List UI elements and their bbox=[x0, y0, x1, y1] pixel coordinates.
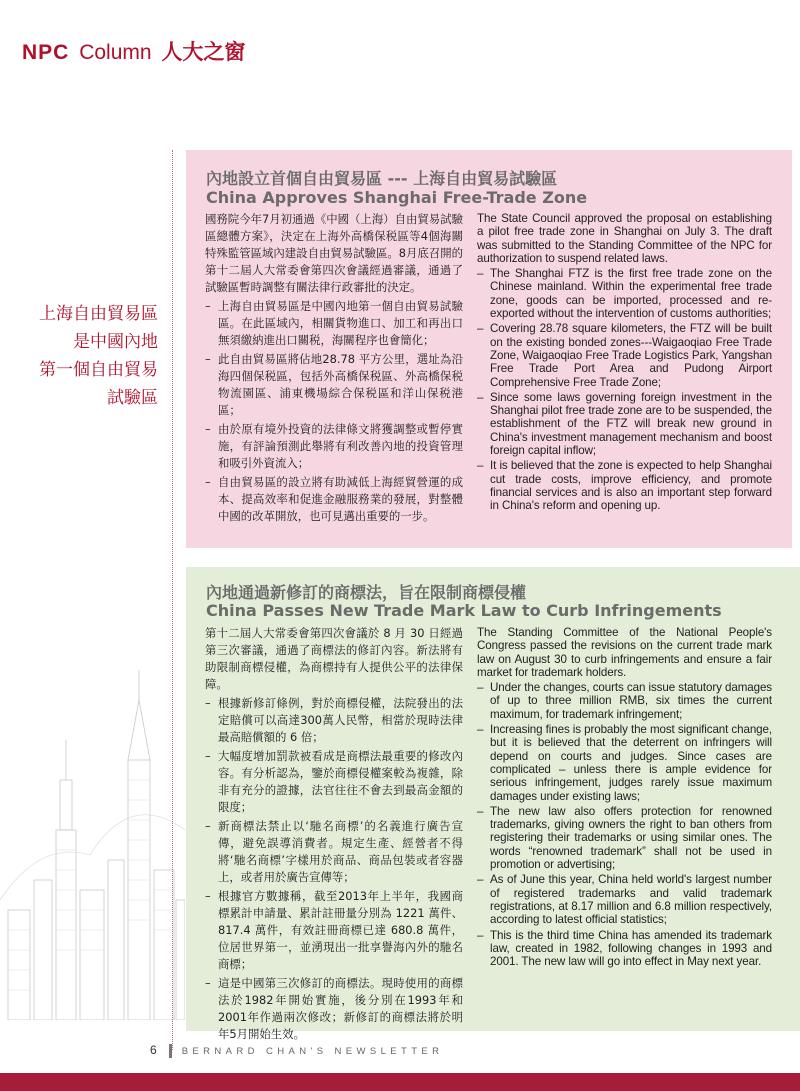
city-skyline-illustration bbox=[0, 640, 185, 1020]
article-body-cn bbox=[205, 211, 463, 525]
body-intro-cn: 第十二屆人大常委會第四次會議於 8 月 30 日經過第三次審議，通過了商標法的修訂內容。新法將有助限制商標侵權，為商標持有人提供公平的法律保障。 bbox=[205, 626, 463, 691]
sidebar-line: 上海自由貿易區 bbox=[39, 304, 158, 324]
list-item: – 根據新修訂條例，對於商標侵權，法院發出的法定賠償可以高達300萬人民幣，相當於現時法律最高賠償額的 6 倍； bbox=[205, 695, 463, 746]
article-body-en bbox=[477, 626, 772, 968]
list-item: – It is believed that the zone is expected to help Shanghai cut trade costs, improve efficiency, and promote financial services and is also an important step forward in China's reform and opening up. bbox=[477, 459, 772, 512]
list-item: – 新商標法禁止以‘馳名商標’的名義進行廣告宣傳，避免誤導消費者。規定生產、經營者不得將‘馳名商標’字樣用於商品、商品包裝或者容器上，或者用於廣告宣傳等； bbox=[205, 818, 463, 886]
list-item: – Since some laws governing foreign investment in the Shanghai pilot free trade zone are to be suspended, the establishment of the FTZ will break new ground in China's investment management mechanism and boost foreign capital inflow; bbox=[477, 391, 772, 457]
list-item: – 大幅度增加罰款被看成是商標法最重要的修改內容。有分析認為，鑒於商標侵權案較為複雜，除非有充分的證據，法官往往不會去到最高金額的限度； bbox=[205, 748, 463, 816]
list-item: – The Shanghai FTZ is the first free trade zone on the Chinese mainland. Within the experimental free trade zone, goods can be imported, processed and re-exported without the intervention of customs authorities; bbox=[477, 267, 772, 320]
list-item: – This is the third time China has amended its trademark law, created in 1982, following changes in 1993 and 2001. The new law will go into effect in May next year. bbox=[477, 929, 772, 969]
page-footer bbox=[150, 1043, 443, 1058]
list-item: – 這是中國第三次修訂的商標法。現時使用的商標法於1982年開始實施，後分別在1993年和2001年作過兩次修改；新修訂的商標法將於明年5月開始生效。 bbox=[205, 975, 463, 1043]
list-item: – 由於原有境外投資的法律條文將獲調整或暫停實施，有評論預測此舉將有利改善內地的投資管理和吸引外資流入； bbox=[205, 421, 463, 472]
header-npc: NPC bbox=[22, 41, 70, 64]
bottom-color-band bbox=[0, 1073, 800, 1091]
article-body-cn bbox=[205, 625, 463, 1043]
body-intro-en: The Standing Committee of the National People's Congress passed the revisions on the current trade mark law on August 30 to curb infringements and ensure a fair market for trademark holders. bbox=[477, 626, 772, 679]
page-number: 6 bbox=[150, 1043, 157, 1057]
article-title-cn: 內地設立首個自由貿易區 --- 上海自由貿易試驗區 bbox=[206, 169, 558, 188]
newsletter-name: BERNARD CHAN'S NEWSLETTER bbox=[181, 1046, 444, 1057]
column-header bbox=[22, 36, 245, 66]
sidebar-pullquote bbox=[30, 300, 158, 412]
header-chinese: 人大之窗 bbox=[161, 41, 246, 64]
article-title-cn: 內地通過新修訂的商標法，旨在限制商標侵權 bbox=[206, 583, 527, 602]
list-item: – 上海自由貿易區是中國內地第一個自由貿易試驗區。在此區域內，相關貨物進口、加工和再出口無須繳納進出口關税，海關程序也會簡化； bbox=[205, 298, 463, 349]
list-item: – 此自由貿易區將佔地28.78 平方公里，選址為沿海四個保税區，包括外高橋保税區、外高橋保税物流園區、浦東機場綜合保税區和洋山保税港區； bbox=[205, 351, 463, 419]
article-body-en bbox=[477, 212, 772, 513]
sidebar-line: 試驗區 bbox=[107, 388, 158, 408]
column-divider bbox=[172, 150, 174, 1050]
article-title-en: China Approves Shanghai Free-Trade Zone bbox=[206, 188, 588, 207]
article-title-en: China Passes New Trade Mark Law to Curb Infringements bbox=[206, 601, 722, 620]
body-intro-en: The State Council approved the proposal on establishing a pilot free trade zone in Shanghai on July 3. The draft was submitted to the Standing Committee of the NPC for authorization to suspend related laws. bbox=[477, 212, 772, 265]
sidebar-line: 是中國內地 bbox=[73, 332, 158, 352]
list-item: – Covering 28.78 square kilometers, the FTZ will be built on the existing bonded zones---Waigaoqiao Free Trade Zone, Waigaoqiao Free Trade Logistics Park, Yangshan Free Trade Port Area and Pudong Airport Comprehensive Free Trade Zone; bbox=[477, 322, 772, 388]
list-item: – Under the changes, courts can issue statutory damages of up to three million RMB, six times the current maximum, for trademark infringement; bbox=[477, 681, 772, 721]
list-item: – 自由貿易區的設立將有助減低上海經貿營運的成本、提高效率和促進金融服務業的發展，對整體中國的改革開放，也可見邁出重要的一步。 bbox=[205, 474, 463, 525]
article-trademark bbox=[186, 567, 800, 1041]
article-ftz bbox=[186, 150, 792, 548]
list-item: – Increasing fines is probably the most significant change, but it is believed that the deterrent on infringers will depend on courts and judges. Since cases are complicated – unless there is ample evidence for serious infringement, judges rarely issue maximum damages under existing laws; bbox=[477, 723, 772, 803]
footer-divider bbox=[169, 1044, 172, 1058]
sidebar-line: 第一個自由貿易 bbox=[39, 360, 158, 380]
list-item: – The new law also offers protection for renowned trademarks, giving owners the right to ban others from registering their trademarks or using similar ones. The words “renowned trademark” shall not be used in promotion or advertising; bbox=[477, 805, 772, 871]
body-intro-cn: 國務院今年7月初通過《中國（上海）自由貿易試驗區總體方案》，決定在上海外高橋保税區等4個海關特殊監管區域內建設自由貿易試驗區。8月底召開的第十二屆人大常委會第四次會議經過審議，通過了試驗區暫時調整有關法律行政審批的決定。 bbox=[205, 212, 463, 294]
header-column: Column bbox=[79, 41, 152, 64]
list-item: – As of June this year, China held world's largest number of registered trademarks and valid trademark registrations, at 8.17 million and 6.8 million respectively, according to latest official statistics; bbox=[477, 873, 772, 926]
list-item: – 根據官方數據稱，截至2013年上半年，我國商標累計申請量、累計註冊量分別為 1221 萬件、817.4 萬件，有效註冊商標已達 680.8 萬件，位居世界第一，並湧現出一批享譽海內外的馳名商標； bbox=[205, 888, 463, 973]
